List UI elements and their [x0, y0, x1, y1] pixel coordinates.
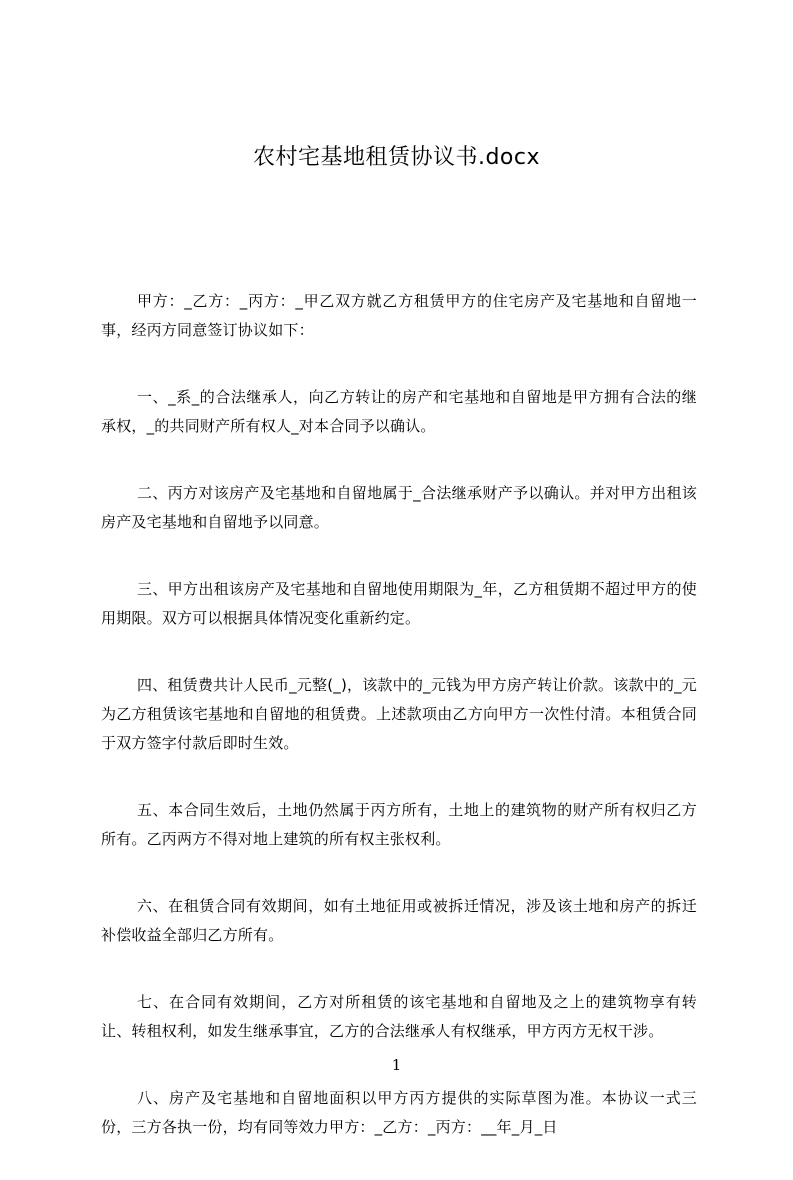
paragraph-clause-6: 六、在租赁合同有效期间，如有土地征用或被拆迁情况，涉及该土地和房产的拆迁补偿收益全部归乙方所有。: [101, 897, 697, 944]
paragraph-clause-3: 三、甲方出租该房产及宅基地和自留地使用期限为_年，乙方租赁期不超过甲方的使用期限。双方可以根据具体情况变化重新约定。: [101, 580, 697, 627]
paragraph-parties: 甲方：_乙方：_丙方：_甲乙双方就乙方租赁甲方的住宅房产及宅基地和自留地一事，经丙方同意签订协议如下：: [101, 292, 697, 339]
document-title: 农村宅基地租赁协议书.docx: [252, 145, 541, 170]
paragraph-clause-2: 二、丙方对该房产及宅基地和自留地属于_合法继承财产予以确认。并对甲方出租该房产及宅基地和自留地予以同意。: [101, 484, 697, 531]
paragraph-clause-1: 一、_系_的合法继承人，向乙方转让的房产和宅基地和自留地是甲方拥有合法的继承权，_的共同财产所有权人_对本合同予以确认。: [101, 388, 697, 435]
paragraph-clause-5: 五、本合同生效后，土地仍然属于丙方所有，土地上的建筑物的财产所有权归乙方所有。乙丙两方不得对地上建筑的所有权主张权利。: [101, 801, 697, 848]
document-body: [101, 287, 697, 1180]
paragraph-clause-4: 四、租赁费共计人民币_元整(_)，该款中的_元钱为甲方房产转让价款。该款中的_元为乙方租赁该宅基地和自留地的租赁费。上述款项由乙方向甲方一次性付清。本租赁合同于双方签字付款后即时生效。: [101, 676, 697, 752]
page-number: 1: [391, 1056, 402, 1074]
paragraph-clause-8: 八、房产及宅基地和自留地面积以甲方丙方提供的实际草图为准。本协议一式三份，三方各执一份，均有同等效力甲方：_乙方：_丙方：__年_月_日: [101, 1089, 697, 1136]
paragraph-clause-7: 七、在合同有效期间，乙方对所租赁的该宅基地和自留地及之上的建筑物享有转让、转租权利，如发生继承事宜，乙方的合法继承人有权继承，甲方丙方无权干涉。: [101, 993, 697, 1040]
